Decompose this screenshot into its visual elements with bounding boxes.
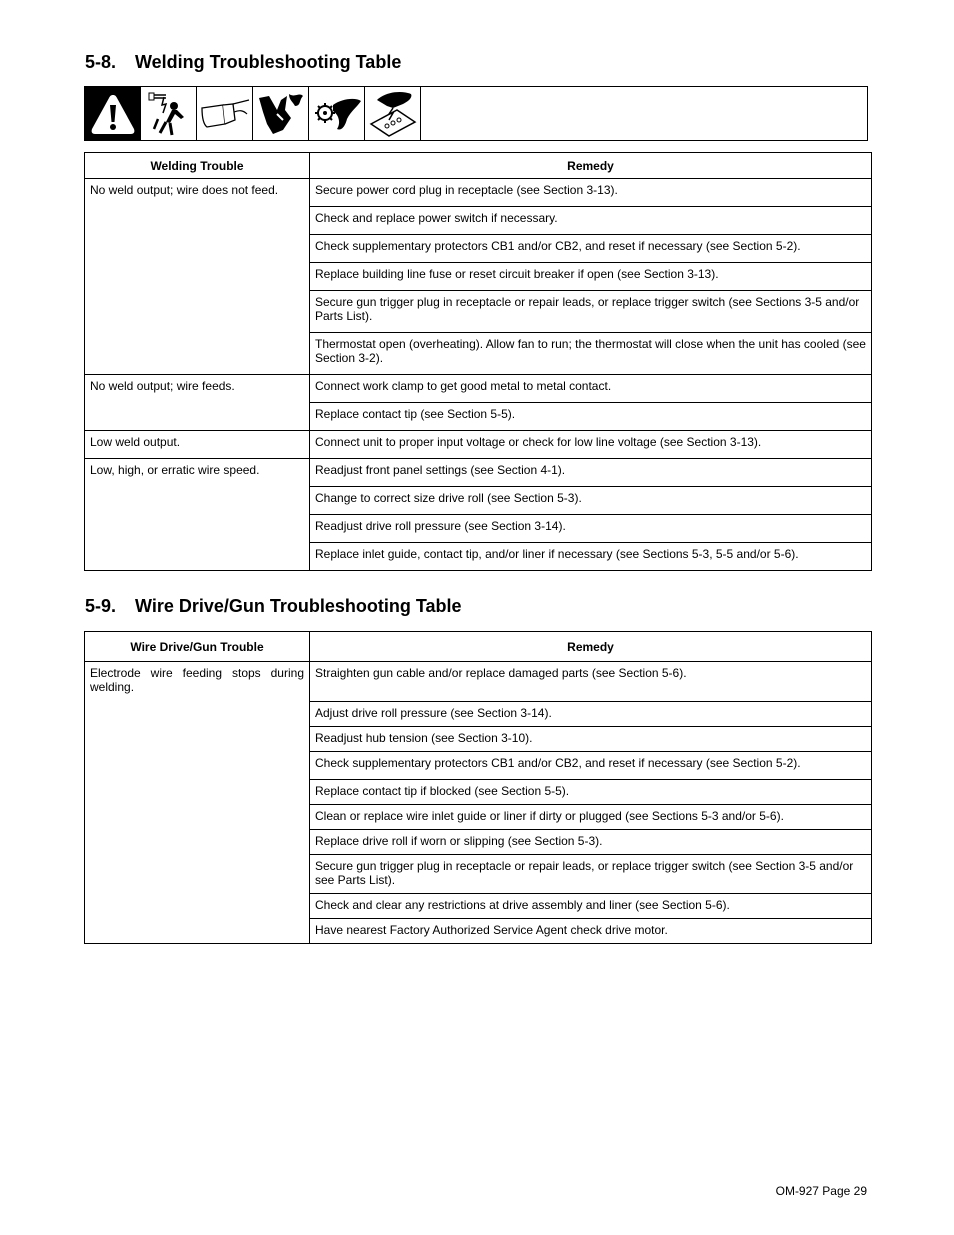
remedy-cell: Replace contact tip (see Section 5-5). (310, 403, 872, 431)
table-row (85, 431, 872, 459)
remedy-cell: Straighten gun cable and/or replace damaged parts (see Section 5-6). (310, 662, 872, 702)
remedy-cell: Change to correct size drive roll (see Section 5-3). (310, 487, 872, 515)
remedy-cell: Connect unit to proper input voltage or check for low line voltage (see Section 3-13). (310, 431, 872, 459)
remedy-cell: Replace contact tip if blocked (see Section 5-5). (310, 780, 872, 805)
table-row (85, 459, 872, 487)
table-row (85, 179, 872, 207)
table-row (85, 375, 872, 403)
remedy-cell: Readjust front panel settings (see Section 4-1). (310, 459, 872, 487)
page-footer: OM-927 Page 29 (775, 1184, 867, 1198)
section-title-text: Welding Troubleshooting Table (135, 52, 402, 72)
column-header-trouble: Wire Drive/Gun Trouble (85, 632, 310, 662)
wire-drive-gun-troubleshooting-table (84, 631, 872, 944)
remedy-cell: Check and replace power switch if necessary. (310, 207, 872, 235)
remedy-cell: Connect work clamp to get good metal to metal contact. (310, 375, 872, 403)
column-header-trouble: Welding Trouble (85, 153, 310, 179)
column-header-remedy: Remedy (310, 632, 872, 662)
trouble-cell: Low, high, or erratic wire speed. (85, 459, 310, 571)
welding-troubleshooting-table (84, 152, 872, 571)
remedy-cell: Replace building line fuse or reset circuit breaker if open (see Section 3-13). (310, 263, 872, 291)
trouble-cell: No weld output; wire does not feed. (85, 179, 310, 375)
section-number: 5-8. (85, 52, 117, 72)
remedy-cell: Check supplementary protectors CB1 and/or CB2, and reset if necessary (see Section 5-2). (310, 752, 872, 780)
trouble-cell: No weld output; wire feeds. (85, 375, 310, 431)
remedy-cell: Replace drive roll if worn or slipping (see Section 5-3). (310, 830, 872, 855)
trouble-cell: Electrode wire feeding stops during welding. (85, 662, 310, 944)
static-electricity-board-icon (365, 86, 421, 141)
safety-icon-strip (84, 86, 868, 141)
table-row (85, 662, 872, 702)
section-5-9-title (85, 596, 462, 617)
remedy-cell: Secure power cord plug in receptacle (see Section 3-13). (310, 179, 872, 207)
remedy-cell: Readjust hub tension (see Section 3-10). (310, 727, 872, 752)
section-title-text: Wire Drive/Gun Troubleshooting Table (135, 596, 462, 616)
electric-shock-icon (141, 86, 197, 141)
table-header-row (85, 632, 872, 662)
remedy-cell: Secure gun trigger plug in receptacle or repair leads, or replace trigger switch (see Section 3-5 and/or see Parts List). (310, 855, 872, 894)
remedy-cell: Clean or replace wire inlet guide or liner if dirty or plugged (see Sections 5-3 and/or 5-6). (310, 805, 872, 830)
warning-icon (85, 86, 141, 141)
section-5-8-title (85, 52, 401, 73)
section-number: 5-9. (85, 596, 117, 616)
hot-parts-icon (253, 86, 309, 141)
remedy-cell: Secure gun trigger plug in receptacle or repair leads, or replace trigger switch (see Sections 3-5 and/or Parts List). (310, 291, 872, 333)
moving-parts-icon (309, 86, 365, 141)
remedy-cell: Have nearest Factory Authorized Service Agent check drive motor. (310, 919, 872, 944)
remedy-cell: Replace inlet guide, contact tip, and/or liner if necessary (see Sections 5-3, 5-5 and/or 5-6). (310, 543, 872, 571)
table-header-row (85, 153, 872, 179)
remedy-cell: Check and clear any restrictions at drive assembly and liner (see Section 5-6). (310, 894, 872, 919)
remedy-cell: Check supplementary protectors CB1 and/or CB2, and reset if necessary (see Section 5-2). (310, 235, 872, 263)
remedy-cell: Readjust drive roll pressure (see Section 3-14). (310, 515, 872, 543)
remedy-cell: Adjust drive roll pressure (see Section 3-14). (310, 702, 872, 727)
trouble-cell: Low weld output. (85, 431, 310, 459)
safety-glasses-icon (197, 86, 253, 141)
column-header-remedy: Remedy (310, 153, 872, 179)
remedy-cell: Thermostat open (overheating). Allow fan to run; the thermostat will close when the unit has cooled (see Section 3-2). (310, 333, 872, 375)
